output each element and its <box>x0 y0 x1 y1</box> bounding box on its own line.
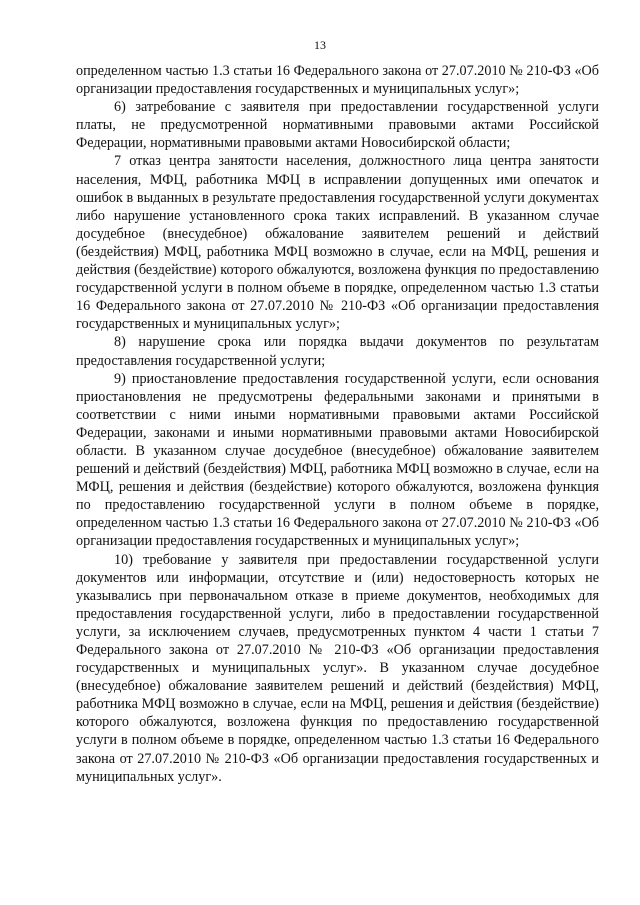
paragraph-continuation: определенном частью 1.3 статьи 16 Федерального закона от 27.07.2010 № 210-ФЗ «Об организации предоставления государственных и муниципальных услуг»; <box>76 63 599 98</box>
paragraph-item-7: 7 отказ центра занятости населения, должностного лица центра занятости населения, МФЦ, работника МФЦ в исправлении допущенных ими опечаток и ошибок в выданных в результате предоставления государственной услуги документах либо нарушение установленного срока таких исправлений. В указанном случае досудебное (внесудебное) обжалование заявителем решений и действий (бездействия) МФЦ, работника МФЦ возможно в случае, если на МФЦ, решения и действия (бездействие) которого обжалуются, возложена функция по предоставлению государственной услуги в полном объеме в порядке, определенном частью 1.3 статьи 16 Федерального закона от 27.07.2010 № 210-ФЗ «Об организации предоставления государственных и муниципальных услуг»; <box>76 153 599 333</box>
page-number: 13 <box>314 38 326 52</box>
paragraph-item-9: 9) приостановление предоставления государственной услуги, если основания приостановления не предусмотрены федеральными законами и принятыми в соответствии с ними иными нормативными правовыми актами Российской Федерации, законами и иными нормативными правовыми актами Новосибирской области. В указанном случае досудебное (внесудебное) обжалование заявителем решений и действий (бездействия) МФЦ, работника МФЦ возможно в случае, если на МФЦ, решения и действия (бездействие) которого обжалуются, возложена функция по предоставлению государственной услуги в полном объеме в порядке, определенном частью 1.3 статьи 16 Федерального закона от 27.07.2010 № 210-ФЗ «Об организации предоставления государственных и муниципальных услуг»; <box>76 370 599 550</box>
paragraph-item-6: 6) затребование с заявителя при предоставлении государственной услуги платы, не предусмотренной нормативными правовыми актами Российской Федерации, нормативными правовыми актами Новосибирской области; <box>76 99 599 152</box>
paragraph-item-10: 10) требование у заявителя при предоставлении государственной услуги документов или информации, отсутствие и (или) недостоверность которых не указывались при первоначальном отказе в приеме документов, необходимых для предоставления государственной услуги, либо в предоставлении государственной услуги, за исключением случаев, предусмотренных пунктом 4 части 1 статьи 7 Федерального закона от 27.07.2010 № 210-ФЗ «Об организации предоставления государственных и муниципальных услуг». В указанном случае досудебное (внесудебное) обжалование заявителем решений и действий (бездействия) МФЦ, работника МФЦ возможно в случае, если на МФЦ, решения и действия (бездействие) которого обжалуются, возложена функция по предоставлению государственной услуги в полном объеме в порядке, определенном частью 1.3 статьи 16 Федерального закона от 27.07.2010 № 210-ФЗ «Об организации предоставления государственных и муниципальных услуг». <box>76 551 599 785</box>
document-body <box>76 62 599 786</box>
paragraph-item-8: 8) нарушение срока или порядка выдачи документов по результатам предоставления государственной услуги; <box>76 334 599 369</box>
